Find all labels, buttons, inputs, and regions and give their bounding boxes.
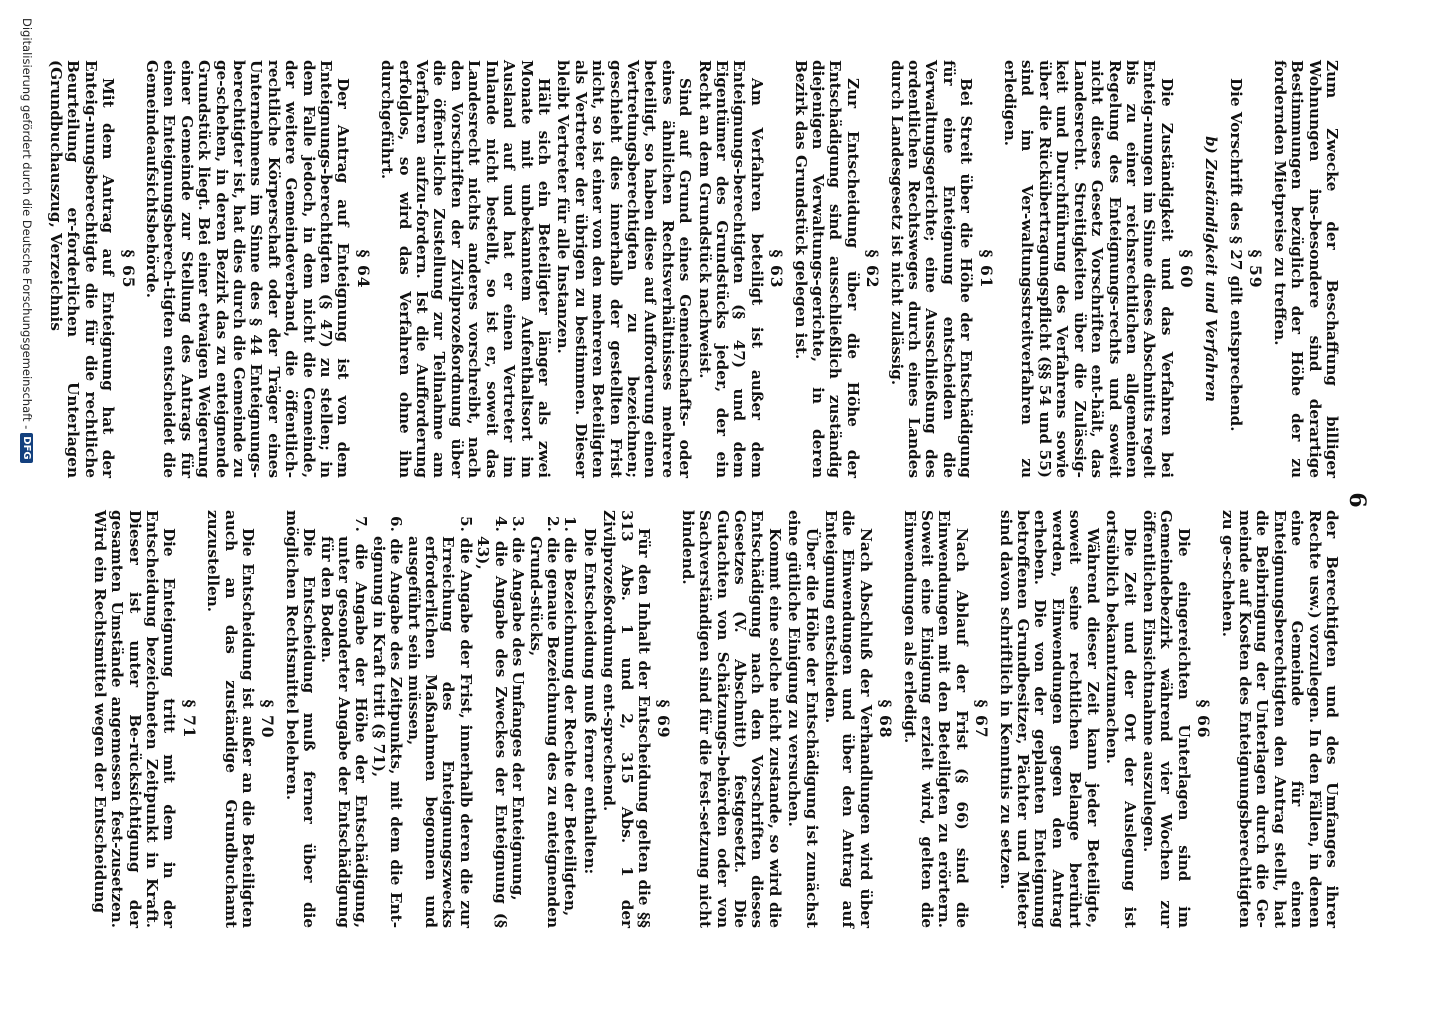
- paragraph-67: Nach Ablauf der Frist (§ 66) sind die Einwendungen mit den Beteiligten zu erörtern. Soweit eine Einigung erzielt wird, gelten die Einwendungen als erledigt.: [900, 510, 971, 928]
- paragraph-70: Die Entscheidung ist außer an die Beteiligten auch an das zuständige Grundbuchamt zuzustellen.: [204, 510, 258, 928]
- dfg-logo: DFG: [21, 433, 34, 462]
- list-item: 2. die genaue Bezeichnung des zu enteignenden Grund-stücks,: [526, 516, 562, 928]
- list-item: 1. die Bezeichnung der Rechte der Beteiligten,: [561, 516, 580, 917]
- paragraph-60: Die Zuständigkeit und das Verfahren bei Enteig-nungen im Sinne dieses Abschnitts regelt bis zu einer reichsrechtlichen allgemeinen Regelung des Enteignungs-rechts und soweit nicht dieses Gesetz Vorschriften ent-hält, das Landesrecht. Streitigkeiten über die Zulässig-keit und Durchführung des Verfahrens sowie über die Rückübertragungspflicht (§§ 54 und 55) sind im Ver-waltungsstreitverfahren zu erledigen.: [1001, 60, 1176, 478]
- subsection-heading-b: b) Zuständigkeit und Verfahren: [1201, 136, 1220, 402]
- paragraph-69-3: Die Entscheidung muß ferner über die möglichen Rechtsmittel belehren.: [282, 510, 319, 928]
- paragraph-61: Bei Streit über die Höhe der Entschädigung für eine Enteignung entscheiden die Verwaltungsgerichte; eine Ausschließung des ordentlichen Rechtsweges durch eines Landes durch Landesgesetz ist nicht zulässig.: [887, 60, 976, 478]
- list-item: 3. die Angabe des Umfanges der Enteignung,: [509, 516, 528, 901]
- continued-paragraph: der Berechtigten und des Umfanges ihrer Rechte usw.) vorzulegen. In den Fällen, in denen eine Gemeinde für einen Enteignungsberechtigten den Antrag stellt, hat die Beibringung der Unterlagen durch die Ge-meinde auf Kosten des Enteignungsberechtigten zu ge-schehen.: [1218, 510, 1341, 928]
- section-heading-63: § 63: [767, 249, 787, 289]
- paragraph-71: Die Enteignung tritt mit dem in der Entscheidung bezeichneten Zeitpunkt in Kraft. Dieser ist unter Be-rücksichtigung der gesamten Umstände angemessen fest-zusetzen. Wird ein Rechtsmittel wegen der Entscheidung: [90, 510, 179, 928]
- section-heading-64: § 64: [353, 249, 373, 289]
- paragraph-63-2: Sind auf Grund eines Gemeinschafts- oder eines ähnlichen Rechtsverhältnisses mehrere beteiligt, so haben diese auf Aufforderung einen Vertretungsberechtigten zu bezeichnen; geschieht dies innerhalb der gestellten Frist nicht, so ist einer von den mehreren Beteiligten als Vertreter der übrigen zu bestimmen. Dieser bleibt Vertreter für alle Instanzen.: [554, 60, 695, 478]
- paragraph-62: Zur Entscheidung über die Höhe der Entschädigung sind ausschließlich zuständig diejenigen Verwaltungs-gerichte, in deren Bezirk das Grundstück gelegen ist.: [791, 60, 862, 478]
- section-heading-65: § 65: [118, 249, 138, 289]
- section-heading-67: § 67: [972, 699, 992, 739]
- section-heading-59: § 59: [1246, 249, 1266, 289]
- paragraph-68-2: Über die Höhe der Entschädigung ist zunächst eine gütliche Einigung zu versuchen.: [785, 510, 821, 928]
- paragraph-69-2: Die Entscheidung muß ferner enthalten:: [580, 528, 599, 875]
- paragraph-65: Mit dem Antrag auf Enteignung hat der Enteig-nungsberechtigte die für die rechtliche Beurteilung er-forderlichen Unterlagen (Grundbuchauszug, Verzeichnis: [46, 60, 118, 478]
- section-heading-60: § 60: [1177, 249, 1197, 289]
- digitization-footer: [20, 0, 34, 1018]
- paragraph-66-3: Während dieser Zeit kann jeder Beteiligte, soweit seine rechtlichen Belange berührt werden, Einwendungen gegen den Antrag erheben. Die von der geplanten Enteignung betroffenen Grundbesitzer, Pächter und Mieter sind davon schriftlich in Kenntnis zu setzen.: [996, 510, 1102, 928]
- section-heading-62: § 62: [863, 249, 883, 289]
- paragraph-69-1: Für den Inhalt der Entscheidung gelten die §§ 313 Abs. 1 und 2, 315 Abs. 1 der Zivilprozeßordnung ent-sprechend.: [600, 510, 653, 928]
- list-item: 4. die Angabe des Zweckes der Enteignung (§ 43),: [474, 516, 510, 928]
- paragraph-63-1: Am Verfahren beteiligt ist außer dem Enteignungs-berechtigten (§ 47) und dem Eigentümer des Grundstücks jeder, der ein Recht an dem Grundstück nachweist.: [695, 60, 766, 478]
- paragraph-59: Die Vorschrift des § 27 gilt entsprechend.: [1226, 78, 1245, 432]
- list-item: 7. die Angabe der Höhe der Entschädigung, unter gesonderter Angabe der Entschädigung für den Boden.: [317, 516, 371, 928]
- section-heading-71: § 71: [179, 699, 199, 739]
- paragraph-68-1: Nach Abschluß der Verhandlungen wird über die Einwendungen und über den Antrag auf Enteignung entschieden.: [822, 510, 875, 928]
- paragraph-68-3: Kommt eine solche nicht zustande, so wird die Entschädigung nach den Vorschriften dieses Gesetzes (V. Abschnitt) festgesetzt. Die Gutachten von Schätzungs-behörden oder von Sachverständigen sind für die Fest-setzung nicht bindend.: [678, 510, 784, 928]
- section-heading-68: § 68: [876, 699, 896, 739]
- footer-text: Digitalisierung gefördert durch die Deutsche Forschungsgemeinschaft -: [20, 18, 34, 430]
- section-heading-61: § 61: [976, 249, 996, 289]
- right-column: [88, 510, 1340, 928]
- section-heading-69: § 69: [654, 699, 674, 739]
- paragraph-64: Der Antrag auf Enteignung ist von dem Enteignungs-berechtigten (§ 47) zu stellen; in dem Falle jedoch, in dem nicht die Gemeinde, der weitere Gemeindeverband, die öffentlich-rechtliche Körperschaft oder der Träger eines Unternehmens im Sinne des § 44 Enteignungs-berechtigter ist, hat dies durch die Gemeinde zu ge-schehen, in deren Bezirk das zu enteignende Grundstück liegt. Bei einer etwaigen Weigerung einer Gemeinde zur Stellung des Antrags für einen Enteignungsberech-tigten entscheidet die Gemeindeaufsichtsbehörde.: [143, 60, 353, 478]
- page-number: 6: [1344, 492, 1370, 508]
- list-item: 6. die Angabe des Zeitpunkts, mit dem die Ent-eignung in Kraft tritt (§ 71),: [369, 516, 406, 928]
- paragraph-66-1: Die eingereichten Unterlagen sind im Gemeindebezirk während vier Wochen zur öffentlichen Einsichtnahme auszulegen.: [1139, 510, 1193, 928]
- section-heading-66: § 66: [1194, 699, 1214, 739]
- paragraph-66-2: Die Zeit und der Ort der Auslegung ist ortsüblich bekanntzumachen.: [1103, 510, 1139, 928]
- section-heading-70: § 70: [258, 699, 278, 739]
- left-column: [45, 60, 1340, 478]
- intro-paragraph: Zum Zwecke der Beschaffung billiger Wohnungen ins-besondere sind derartige Bestimmungen bezüglich der Höhe der zu fordernden Mietpreise zu treffen.: [1270, 60, 1341, 478]
- list-item: 5. die Angabe der Frist, innerhalb deren die zur Erreichung des Enteignungszwecks erforderlichen Maßnahmen begonnen und ausgeführt sein müssen,: [404, 516, 475, 928]
- paragraph-63-3: Hält sich ein Beteiligter länger als zwei Monate mit unbekanntem Aufenthaltsort im Ausland auf und hat er einen Vertreter im Inlande nicht bestellt, so ist er, soweit das Landesrecht nichts anderes vorschreibt, nach den Vorschriften der Zivilprozeßordnung über die öffent-liche Zustellung zur Teilnahme am Verfahren aufzu-fordern. Ist die Aufforderung erfolglos, so wird das Verfahren ohne ihn durchgeführt.: [378, 60, 553, 478]
